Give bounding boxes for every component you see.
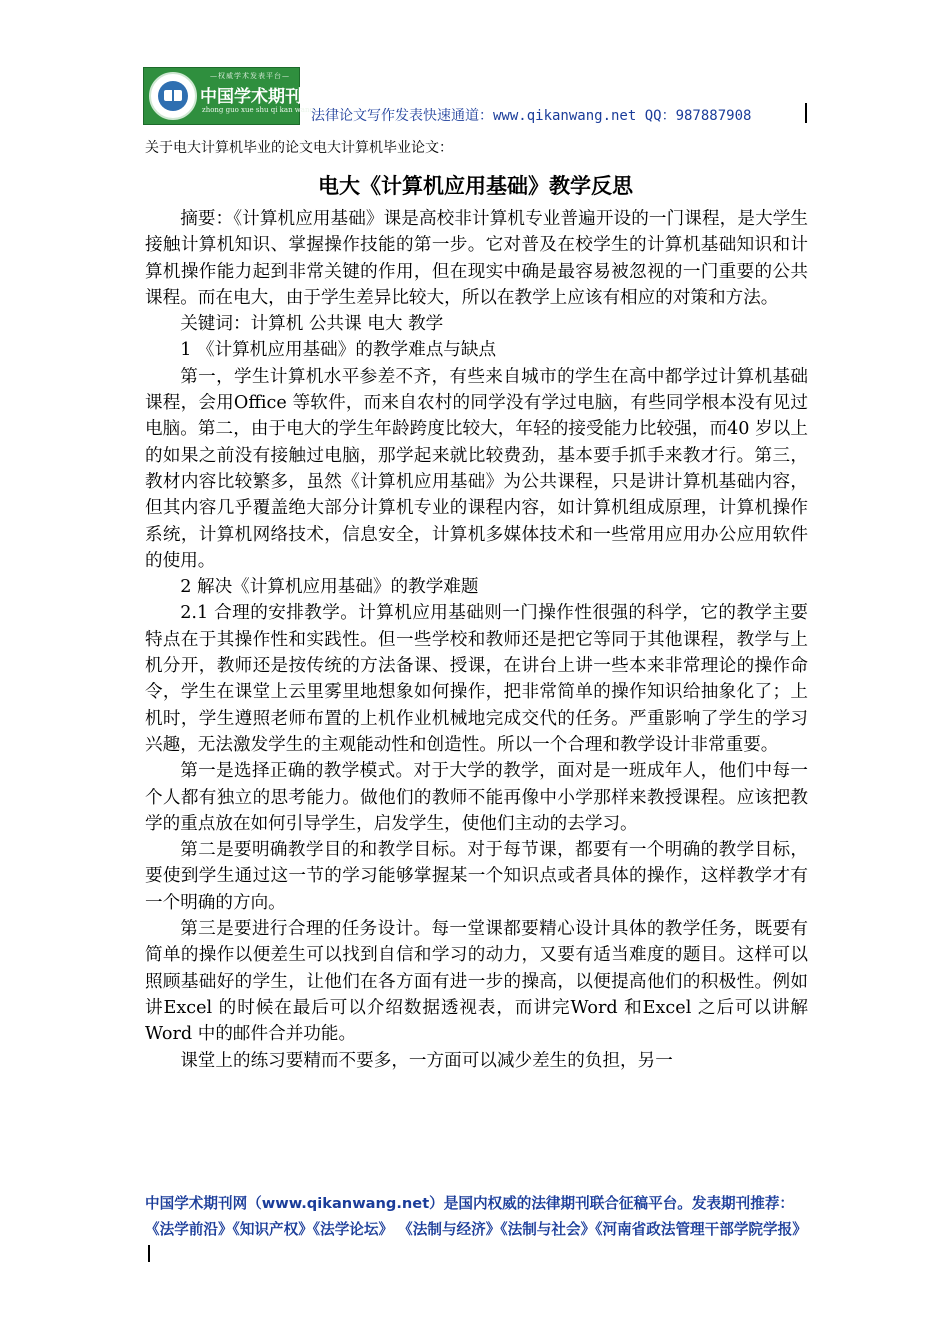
paragraph: 第一，学生计算机水平参差不齐，有些来自城市的学生在高中都学过计算机基础课程，会用Office 等软件，而来自农村的同学没有学过电脑，有些同学根本没有见过电脑。第二，由于电大的学生年龄跨度比较大，年轻的接受能力比较强，而40 岁以上的如果之前没有接触过电脑，那学起来就比较费劲，基本要手抓手来教才行。第三，教材内容比较繁多，虽然《计算机应用基础》为公共课程，只是讲计算机基础内容，但其内容几乎覆盖绝大部分计算机专业的课程内容，如计算机组成原理，计算机操作系统，计算机网络技术，信息安全，计算机多媒体技术和一些常用应用办公应用软件的使用。 xyxy=(145,366,808,571)
section-heading-2: 2 解决《计算机应用基础》的教学难题 xyxy=(180,577,479,598)
logo-name: 中国学术期刊网 xyxy=(200,87,319,107)
page-footer xyxy=(145,1191,811,1268)
paragraph: 第三是要进行合理的任务设计。每一堂课都要精心设计具体的教学任务，既要有简单的操作以便差生可以找到自信和学习的动力，又要有适当难度的题目。这样可以照顾基础好的学生，让他们在各方面有进一步的操高，以便提高他们的积极性。例如讲Excel 的时候在最后可以介绍数据透视表，而讲完Word 和Excel 之后可以讲解Word 中的邮件合并功能。 xyxy=(145,919,808,1045)
paragraph: 第一是选择正确的教学模式。对于大学的教学，面对是一班成年人，他们中每一个人都有独立的思考能力。做他们的教师不能再像中小学那样来教授课程。应该把教学的重点放在如何引导学生，启发学生，使他们主动的去学习。 xyxy=(145,761,808,834)
paragraph: 2.1 合理的安排教学。计算机应用基础则一门操作性很强的科学，它的教学主要特点在于其操作性和实践性。但一些学校和教师还是把它等同于其他课程，教学与上机分开，教师还是按传统的方法备课、授课，在讲台上讲一些本来非常理论的操作命令，学生在课堂上云里雾里地想象如何操作，把非常简单的操作知识给抽象化了；上机时，学生遵照老师布置的上机作业机械地完成交代的任务。严重影响了学生的学习兴趣，无法激发学生的主观能动性和创造性。所以一个合理和教学设计非常重要。 xyxy=(145,603,808,755)
site-logo[interactable] xyxy=(143,67,319,125)
logo-emblem-icon xyxy=(149,72,197,120)
book-icon xyxy=(164,90,182,101)
paragraph: 课堂上的练习要精而不要多，一方面可以减少差生的负担，另一 xyxy=(180,1050,673,1071)
text-cursor xyxy=(805,103,807,123)
paragraph: 第二是要明确教学目的和教学目标。对于每节课，都要有一个明确的教学目标，要使到学生通过这一节的学习能够掌握某一个知识点或者具体的操作，这样教学才有一个明确的方向。 xyxy=(145,840,808,913)
document-body xyxy=(145,206,808,1074)
footer-text: 中国学术期刊网（www.qikanwang.net）是国内权威的法律期刊联合征稿平台。发表期刊推荐：《法学前沿》《知识产权》《法学论坛》 《法制与经济》《法制与社会》《河南省政法管理干部学院学报》 xyxy=(145,1195,807,1238)
logo-pinyin: zhong guo xue shu qi kan wang xyxy=(202,106,314,114)
text-cursor xyxy=(148,1245,150,1262)
header-link[interactable]: 法律论文写作发表快速通道：www.qikanwang.net QQ：987887908 xyxy=(311,108,752,124)
document-title: 电大《计算机应用基础》教学反思 xyxy=(318,174,633,198)
intro-line: 关于电大计算机毕业的论文电大计算机毕业论文： xyxy=(145,140,453,156)
section-heading-1: 1 《计算机应用基础》的教学难点与缺点 xyxy=(180,340,497,361)
logo-tagline: —权威学术发表平台— xyxy=(210,72,290,80)
page-header xyxy=(143,67,808,127)
paragraph-abstract: 摘要：《计算机应用基础》课是高校非计算机专业普遍开设的一门课程，是大学生接触计算机知识、掌握操作技能的第一步。它对普及在校学生的计算机基础知识和计算机操作能力起到非常关键的作用，但在现实中确是最容易被忽视的一门重要的公共课程。而在电大，由于学生差异比较大，所以在教学上应该有相应的对策和方法。 xyxy=(145,209,808,308)
paragraph-keywords: 关键词：计算机 公共课 电大 教学 xyxy=(180,314,444,335)
